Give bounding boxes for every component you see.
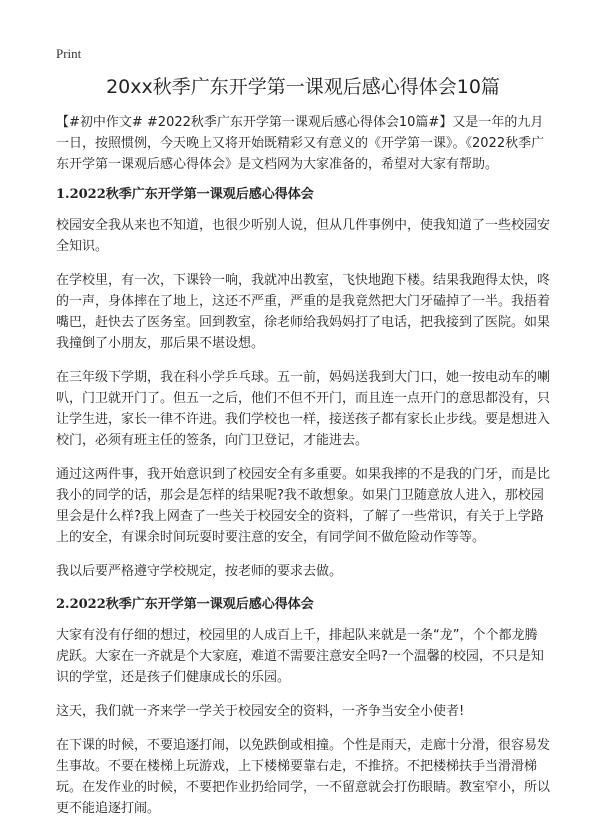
- section-1-paragraph-3: 在三年级下学期，我在科小学乒乓球。五一前，妈妈送我到大门口，她一按电动车的喇叭，门卫就开门了。但五一之后，他们不但不开门，而且连一点开门的意思都没有，只让学生进，家长一律不许进。我们学校也一样，接送孩子都有家长止步线。要是想进入校门，必须有班主任的签条，向门卫登记，才能进去。: [56, 370, 551, 448]
- intro-paragraph: 【#初中作文# #2022秋季广东开学第一课观后感心得体会10篇#】又是一年的九月一日，按照惯例，今天晚上又将开始既精彩又有意义的《开学第一课》。《2022秋季广东开学第一课观后感心得体会》是文档网为大家准备的，希望对大家有帮助。: [56, 115, 545, 172]
- section-2-paragraph-3: 在下课的时候，不要追逐打闹，以免跌倒或相撞。个性是雨天，走廊十分滑，很容易发生事故。不要在楼梯上玩游戏，上下楼梯要靠右走，不推挤。不把楼梯扶手当滑滑梯玩。在发作业的时候，不要把作业扔给同学，一不留意就会打伤眼睛。教室窄小，所以更不能追逐打闹。: [56, 738, 551, 816]
- print-link[interactable]: Print: [56, 46, 82, 61]
- section-1-paragraph-2: 在学校里，有一次，下课铃一响，我就冲出教室，飞快地跑下楼。结果我跑得太快，咚的一声，身体摔在了地上，这还不严重，严重的是我竟然把大门牙磕掉了一半。我捂着嘴巴，赶快去了医务室。回到教室，徐老师给我妈妈打了电话，把我接到了医院。如果我撞倒了小朋友，那后果不堪设想。: [56, 273, 551, 351]
- document-body: [56, 74, 550, 832]
- document-title: 20xx秋季广东开学第一课观后感心得体会10篇: [106, 76, 500, 98]
- section-heading-2: 2.2022秋季广东开学第一课观后感心得体会: [56, 597, 314, 612]
- section-2-paragraph-1: 大家有没有仔细的想过，校园里的人成百上千，排起队来就是一条“龙”，个个都龙腾虎跃。大家在一齐就是个大家庭，难道不需要注意安全吗?一个温馨的校园，不只是知识的学堂，还是孩子们健康成长的乐园。: [56, 628, 544, 685]
- section-2-paragraph-2: 这天，我们就一齐来学一学关于校园安全的资料，一齐争当安全小使者!: [56, 704, 465, 719]
- section-1-paragraph-5: 我以后要严格遵守学校规定，按老师的要求去做。: [56, 564, 343, 579]
- section-heading-1: 1.2022秋季广东开学第一课观后感心得体会: [56, 187, 314, 202]
- section-1-paragraph-4: 通过这两件事，我开始意识到了校园安全有多重要。如果我摔的不是我的门牙，而是比我小的同学的话，那会是怎样的结果呢?我不敢想象。如果门卫随意放人进入，那校园里会是什么样?我上网查了一些关于校园安全的资料，了解了一些常识，有关于上学路上的安全，有课余时间玩耍时要注意的安全，有同学间不做危险动作等等。: [56, 467, 551, 545]
- section-1-paragraph-1: 校园安全我从来也不知道，也很少听别人说，但从几件事例中，使我知道了一些校园安全知识。: [56, 218, 551, 254]
